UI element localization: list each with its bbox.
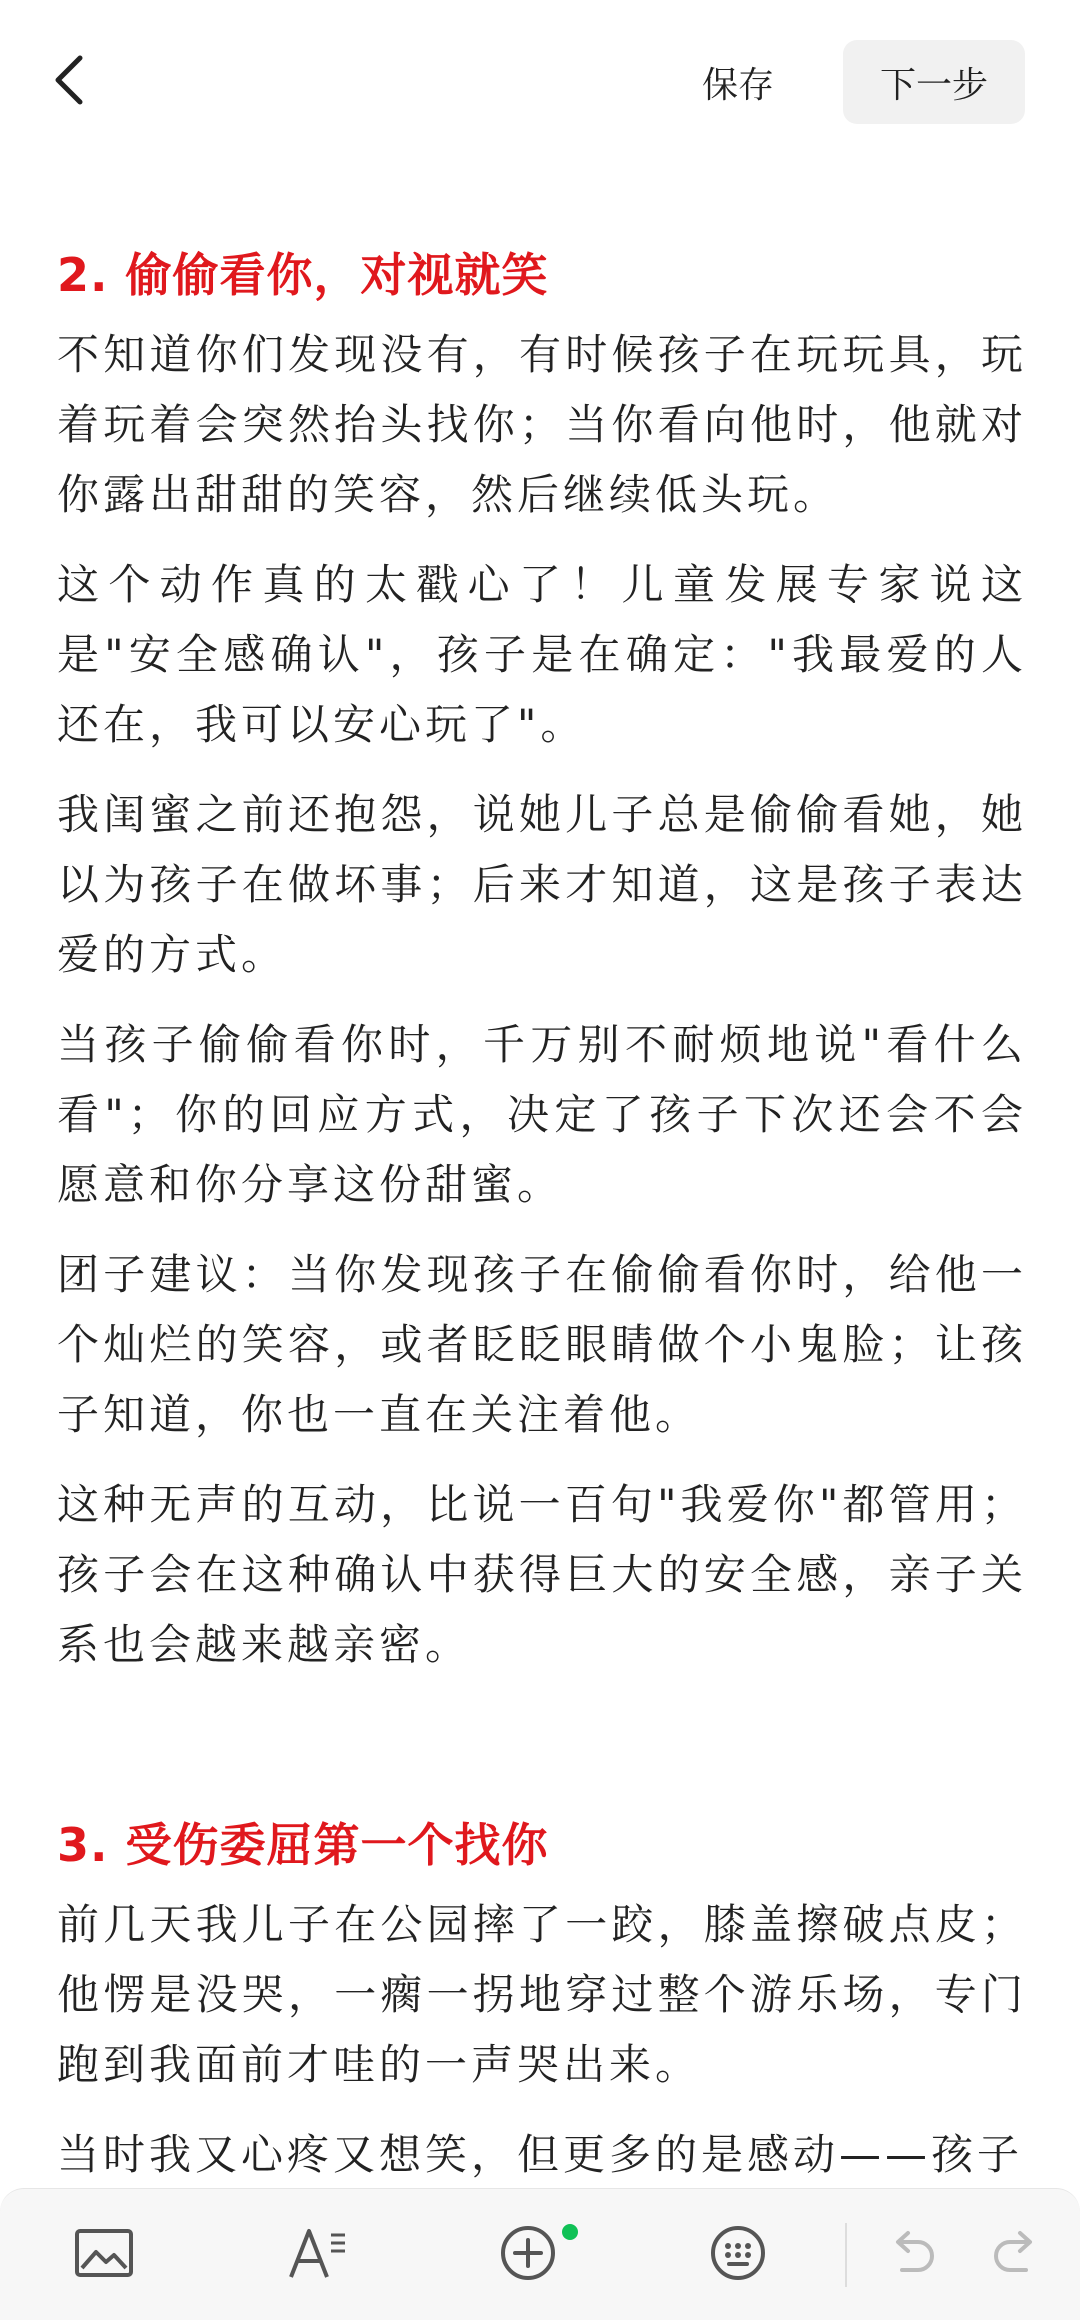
paragraph[interactable]: 团子建议：当你发现孩子在偷偷看你时，给他一个灿烂的笑容，或者眨眨眼睛做个小鬼脸；让孩子知道，你也一直在关注着他。 <box>57 1250 1027 1439</box>
paragraph[interactable]: 这个动作真的太戳心了！儿童发展专家说这是"安全感确认"，孩子是在确定："我最爱的人还在，我可以安心玩了"。 <box>57 560 1027 749</box>
save-button[interactable]: 保存 <box>701 64 774 106</box>
top-bar <box>0 0 1080 170</box>
back-button[interactable] <box>40 45 100 115</box>
paragraph[interactable]: 当时我又心疼又想笑，但更多的是感动——孩子 <box>57 2130 1024 2179</box>
paragraph[interactable]: 这种无声的互动，比说一百句"我爱你"都管用；孩子会在这种确认中获得巨大的安全感，亲子关系也会越来越亲密。 <box>57 1480 1027 1669</box>
section-heading: 2. 偷偷看你，对视就笑 <box>57 248 549 302</box>
toolbar-divider <box>845 2223 847 2287</box>
article-editor[interactable] <box>57 240 1027 2210</box>
section-3 <box>57 1810 1027 2190</box>
text-format-icon <box>285 2223 351 2283</box>
section-spacer <box>57 1700 1027 1810</box>
paragraph[interactable]: 当孩子偷偷看你时，千万别不耐烦地说"看什么看"；你的回应方式，决定了孩子下次还会不会愿意和你分享这份甜蜜。 <box>57 1020 1027 1209</box>
chevron-left-icon <box>50 50 90 110</box>
image-icon <box>74 2228 134 2278</box>
redo-button[interactable] <box>978 2213 1058 2293</box>
keyboard-button[interactable] <box>698 2213 778 2293</box>
paragraph[interactable]: 不知道你们发现没有，有时候孩子在玩玩具，玩着玩着会突然抬头找你；当你看向他时，他就对你露出甜甜的笑容，然后继续低头玩。 <box>57 330 1027 519</box>
bottom-toolbar <box>0 2188 1080 2320</box>
paragraph[interactable]: 我闺蜜之前还抱怨，说她儿子总是偷偷看她，她以为孩子在做坏事；后来才知道，这是孩子表达爱的方式。 <box>57 790 1027 979</box>
add-button[interactable] <box>488 2213 568 2293</box>
paragraph[interactable]: 前几天我儿子在公园摔了一跤，膝盖擦破点皮；他愣是没哭，一瘸一拐地穿过整个游乐场，专门跑到我面前才哇的一声哭出来。 <box>57 1900 1027 2089</box>
next-step-button[interactable]: 下一步 <box>843 40 1025 124</box>
undo-button[interactable] <box>870 2213 950 2293</box>
add-circle-icon <box>498 2223 558 2283</box>
keyboard-icon <box>708 2223 768 2283</box>
text-format-button[interactable] <box>278 2213 358 2293</box>
insert-image-button[interactable] <box>64 2213 144 2293</box>
redo-icon <box>990 2228 1046 2278</box>
section-2 <box>57 240 1027 1680</box>
notification-dot <box>562 2224 578 2240</box>
section-heading: 3. 受伤委屈第一个找你 <box>57 1818 549 1872</box>
undo-icon <box>882 2228 938 2278</box>
